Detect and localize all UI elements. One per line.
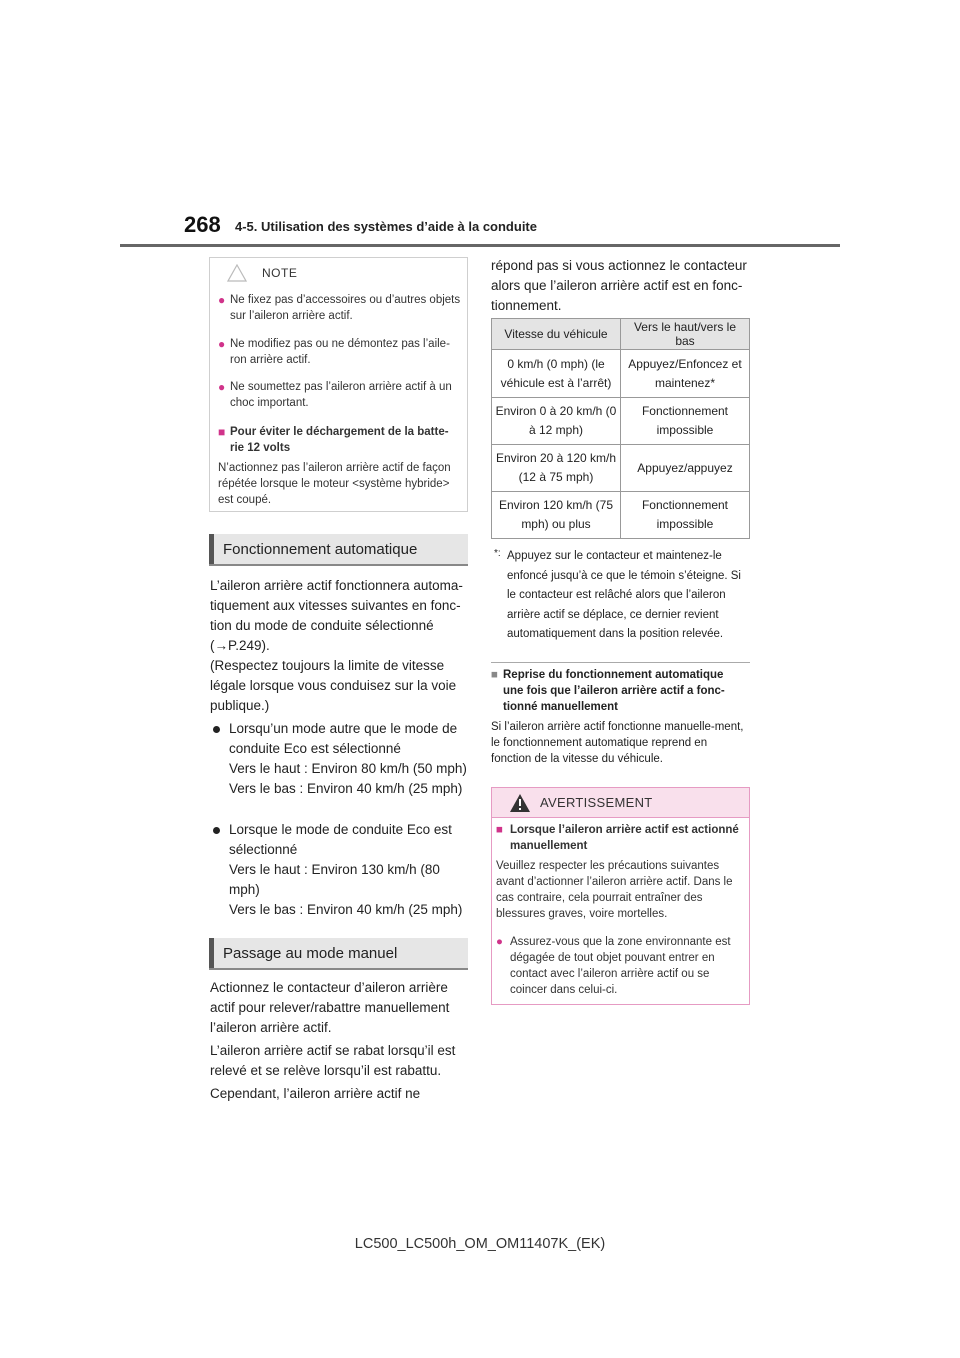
section-title: 4-5. Utilisation des systèmes d’aide à la conduite (235, 219, 537, 234)
table-cell: Environ 0 à 20 km/h (0 à 12 mph) (492, 398, 621, 445)
bullet-icon: ● (218, 293, 226, 307)
speed-table (491, 318, 750, 539)
manual-paragraph-3b: répond pas si vous actionnez le contacteur alors que l’aileron arrière actif est en fonc-tionnement. (491, 258, 747, 313)
table-cell: Appuyez/Enfoncez et maintenez* (621, 350, 750, 398)
square-bullet-icon: ■ (491, 669, 498, 681)
table-cell: Environ 20 à 120 km/h (12 à 75 mph) (492, 445, 621, 492)
resume-paragraph: Si l’aileron arrière actif fonctionne manuelle-ment, le fonctionnement automatique reprend en fonction de la vitesse du véhicule. (491, 721, 744, 765)
warning-title: AVERTISSEMENT (540, 795, 653, 810)
warning-header (492, 788, 749, 818)
auto-paragraph-1: L’aileron arrière actif fonctionnera automa-tiquement aux vitesses suivantes en fonc-tion du mode de conduite sélectionné (→P.249). (210, 578, 463, 653)
manual-paragraph-1: Actionnez le contacteur d’aileron arrière actif pour relever/rabattre manuellement l’aileron arrière actif. (210, 980, 450, 1035)
table-row (492, 492, 750, 539)
table-header-row (492, 319, 750, 350)
table-cell: Fonctionnement impossible (621, 492, 750, 539)
table-cell: Environ 120 km/h (75 mph) ou plus (492, 492, 621, 539)
note-header (210, 258, 467, 288)
table-row (492, 350, 750, 398)
header-divider (120, 244, 840, 247)
manual-paragraph-2: L’aileron arrière actif se rabat lorsqu’il est relevé et se relève lorsqu’il est rabattu. (210, 1043, 456, 1078)
table-cell: 0 km/h (0 mph) (le véhicule est à l’arrêt) (492, 350, 621, 398)
table-row (492, 398, 750, 445)
warning-box: AVERTISSEMENT ■ Lorsque l’aileron arrière actif est actionné manuellement Veuillez respecter les précautions suivantes avant d’actionner l’aileron arrière actif. Dans le cas contraire, cela pourrait entraîner des blessures graves, voire mortelles. ● Assurez-vous que la zone environnante est dégagée de tout objet pouvant entrer en contact avec l’aileron arrière actif ou se coincer dans celui-ci. (491, 787, 750, 1005)
bullet-icon: ● (496, 936, 503, 948)
page-number: 268 (184, 212, 221, 237)
note-paragraph: N’actionnez pas l’aileron arrière actif de façon répétée lorsque le moteur <système hybride> est coupé. (218, 462, 451, 506)
bullet-icon: ● (218, 337, 226, 351)
bullet-icon: ● (218, 380, 226, 394)
table-cell: Appuyez/appuyez (621, 445, 750, 492)
document-code: LC500_LC500h_OM_OM11407K_(EK) (354, 1236, 606, 1252)
note-box: NOTE ● Ne fixez pas d’accessoires ou d’autres objets sur l’aileron arrière actif. ● Ne modifiez pas ou ne démontez pas l’aile-ron arrière actif. ● Ne soumettez pas l’aileron arrière actif à un choc important. ■ Pour éviter le déchargement de la batte-rie 12 volts N’actionnez pas l’aileron arrière actif de façon répétée lorsque le moteur <système hybride> est coupé. (209, 257, 468, 512)
bullet-icon (213, 827, 220, 834)
section-heading-manual: Passage au mode manuel (209, 938, 468, 970)
table-cell: Fonctionnement impossible (621, 398, 750, 445)
square-bullet-icon: ■ (218, 425, 226, 439)
table-row (492, 445, 750, 492)
note-title: NOTE (262, 266, 298, 280)
manual-paragraph-3a: Cependant, l’aileron arrière actif ne (210, 1086, 421, 1101)
table-header: Vers le haut/vers le bas (621, 319, 750, 350)
section-heading-auto: Fonctionnement automatique (209, 534, 468, 566)
caution-triangle-icon (227, 264, 247, 282)
subsection-divider (491, 662, 750, 663)
table-header: Vitesse du véhicule (492, 319, 621, 350)
warning-paragraph: Veuillez respecter les précautions suivantes avant d’actionner l’aileron arrière actif. Dans le cas contraire, cela pourrait entraîner des blessures graves, voire mortelles. (496, 860, 733, 920)
warning-triangle-icon (509, 793, 531, 813)
auto-paragraph-2: (Respectez toujours la limite de vitesse légale lorsque vous conduisez sur la voie publique.) (210, 658, 457, 713)
bullet-icon (213, 726, 220, 733)
square-bullet-icon: ■ (496, 824, 503, 836)
